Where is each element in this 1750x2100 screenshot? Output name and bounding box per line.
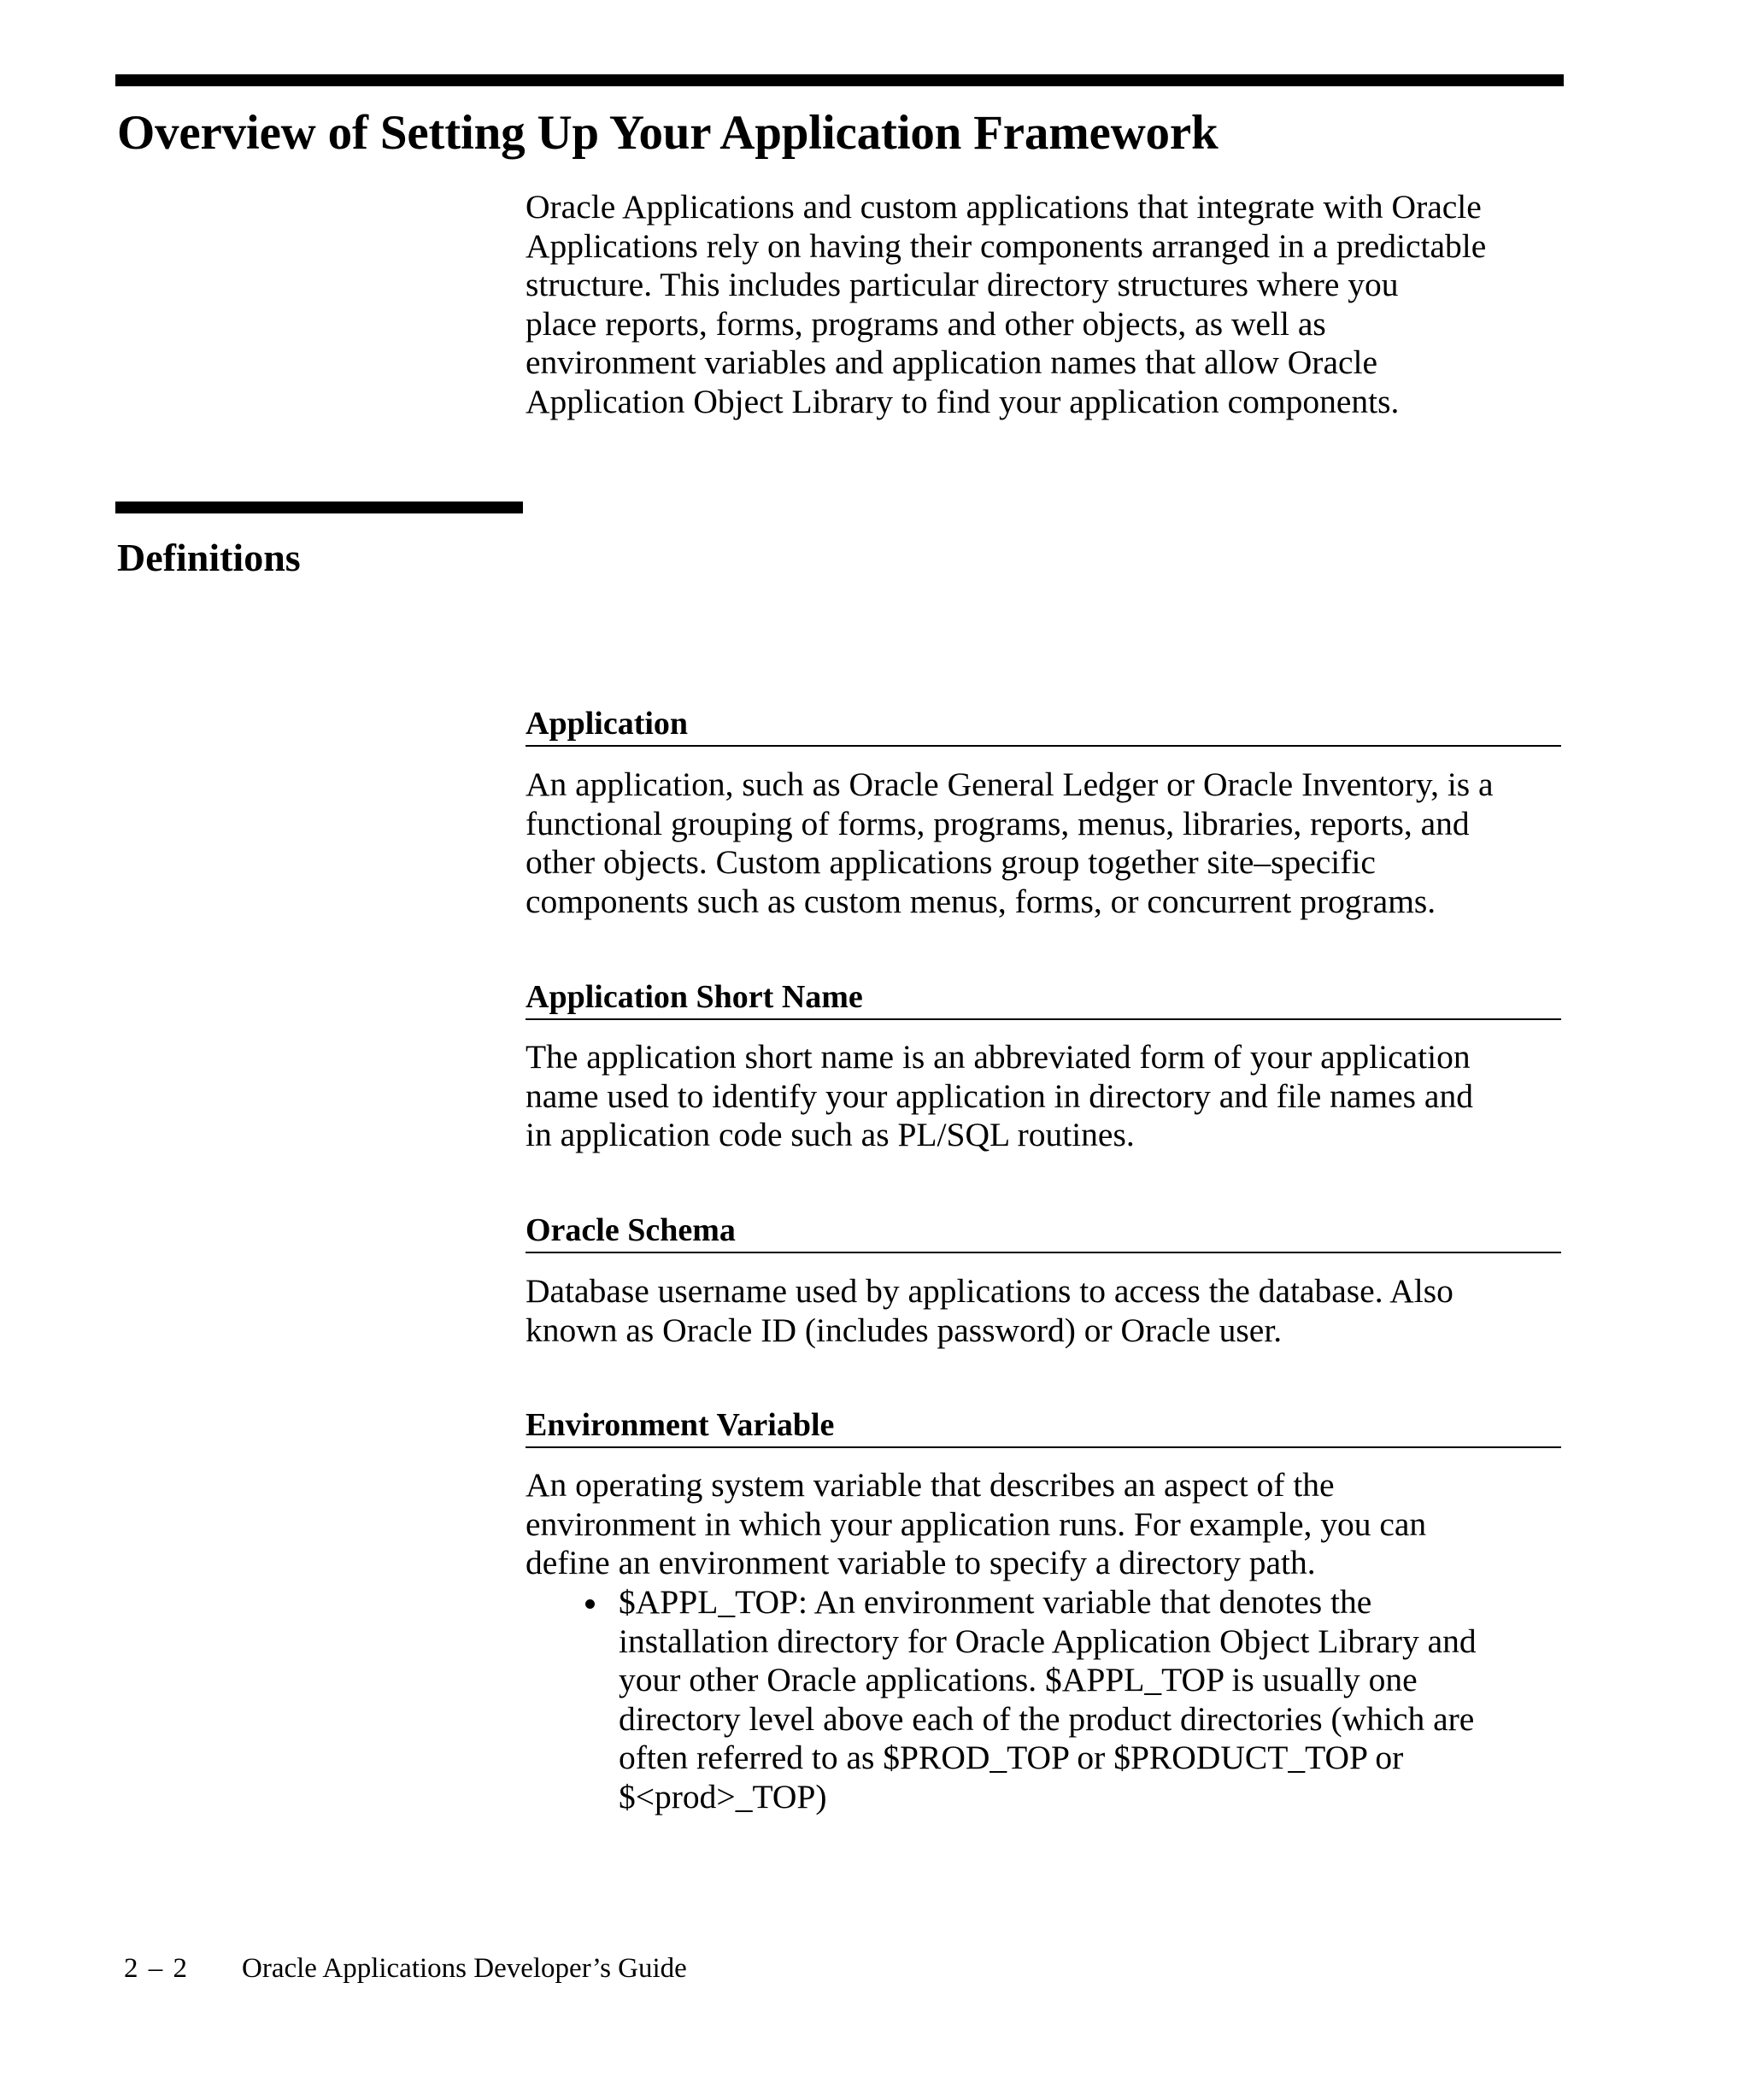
page-number: 2 – 2 xyxy=(124,1953,187,1984)
term-heading: Environment Variable xyxy=(526,1405,1561,1448)
bullet-icon xyxy=(585,1599,595,1609)
top-rule xyxy=(115,74,1564,86)
term-definition: An application, such as Oracle General Ledger or Oracle Inventory, is a functional grouping of forms, programs, menus, libraries, reports, and other objects. Custom applications group together site–specific components such as custom menus, forms, or concurrent programs. xyxy=(526,766,1494,920)
term-definition: An operating system variable that describes an aspect of the environment in which your application runs. For example, you can define an environment variable to specify a directory path. xyxy=(526,1466,1427,1581)
term-definition: Database username used by applications to access the database. Also known as Oracle ID (includes password) or Oracle user. xyxy=(526,1272,1453,1349)
term-heading: Oracle Schema xyxy=(526,1211,1561,1253)
term-heading: Application Short Name xyxy=(526,977,1561,1020)
section-rule xyxy=(115,502,523,513)
section-title: Definitions xyxy=(117,536,301,579)
intro-paragraph: Oracle Applications and custom applications that integrate with Oracle Applications rely on having their components arranged in a predictable structure. This includes particular directory structures where you place reports, forms, programs and other objects, as well as environment variables and application names that allow Oracle Application Object Library to find your application components. xyxy=(526,188,1487,420)
page-title: Overview of Setting Up Your Application Framework xyxy=(117,106,1219,160)
term-heading: Application xyxy=(526,704,1561,747)
list-item-text: $APPL_TOP: An environment variable that denotes the installation directory for Oracle Application Object Library and your other Oracle applications. $APPL_TOP is usually one directory level above each of the product directories (which are often referred to as $PROD_TOP or $PRODUCT_TOP or $<prod>_TOP) xyxy=(619,1583,1477,1816)
book-title: Oracle Applications Developer’s Guide xyxy=(242,1953,687,1984)
term-definition: The application short name is an abbreviated form of your application name used to identify your application in directory and file names and in application code such as PL/SQL routines. xyxy=(526,1038,1473,1153)
